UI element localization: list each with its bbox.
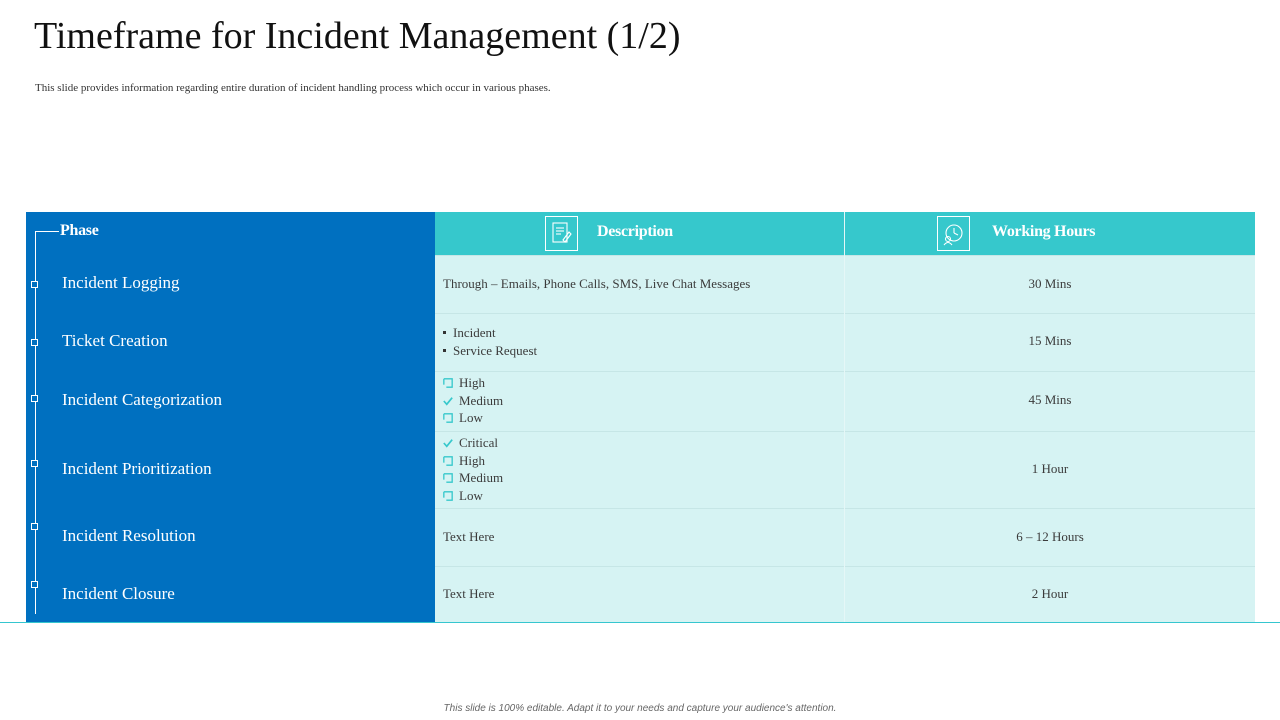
page-subtitle: This slide provides information regarding entire duration of incident handling process which occur in various phases. [35,82,551,94]
unchecked-box-icon [443,491,453,501]
phase-label-incident-logging: Incident Logging [62,273,180,292]
phase-label-incident-closure: Incident Closure [62,584,175,603]
bullet-icon [443,349,446,352]
description-cell: Text Here [443,529,495,544]
table-row [435,255,1255,313]
description-cell: Text Here [443,586,495,601]
table-row [435,508,1255,566]
clock-person-icon [937,216,970,251]
table-row [435,371,1255,431]
list-item [443,469,503,486]
list-item [443,434,498,451]
footer-divider [0,622,1280,623]
hours-header [845,212,1255,255]
footer-note: This slide is 100% editable. Adapt it to your needs and capture your audience's attention. [443,703,837,714]
timeline-node [31,460,38,467]
timeline-node [31,581,38,588]
unchecked-box-icon [443,456,453,466]
timeline-connector [35,231,59,232]
timeline-node [31,281,38,288]
hours-cell: 1 Hour [1031,461,1069,476]
bullet-icon [443,331,446,334]
checkmark-icon [443,438,453,448]
list-item [443,487,483,504]
list-item [443,342,537,359]
unchecked-box-icon [443,473,453,483]
list-item [443,409,483,426]
document-edit-icon [545,216,578,251]
table-row [435,431,1255,508]
list-item [443,452,485,469]
phase-label-incident-categorization: Incident Categorization [62,390,223,409]
unchecked-box-icon [443,413,453,423]
timeline-node [31,339,38,346]
list-item-label: Critical [459,435,498,450]
description-header [435,212,844,255]
phase-header: Phase [60,222,99,239]
phase-label-ticket-creation: Ticket Creation [62,331,168,350]
list-item [443,392,503,409]
hours-cell: 6 – 12 Hours [1016,529,1084,544]
hours-cell: 2 Hour [1031,586,1069,601]
column-separator [844,212,845,623]
list-item-label: Low [459,488,483,503]
list-item-label: High [459,375,485,390]
description-cell: Through – Emails, Phone Calls, SMS, Live Chat Messages [443,276,751,291]
list-item-label: Service Request [453,343,538,358]
timeline-line [35,231,36,614]
hours-cell: 45 Mins [1028,392,1072,407]
phase-label-incident-prioritization: Incident Prioritization [62,459,212,478]
timeline-node [31,523,38,530]
list-item [443,374,485,391]
table-row [435,566,1255,623]
list-item-label: Low [459,410,483,425]
checkmark-icon [443,396,453,406]
hours-cell: 30 Mins [1028,276,1072,291]
description-header-label: Description [597,223,673,240]
timeline-node [31,395,38,402]
table-row [435,313,1255,371]
list-item-label: Medium [459,393,504,408]
list-item-label: Incident [453,325,496,340]
hours-header-label: Working Hours [992,223,1096,240]
unchecked-box-icon [443,378,453,388]
page-title: Timeframe for Incident Management (1/2) [34,15,681,57]
list-item-label: High [459,453,485,468]
hours-cell: 15 Mins [1028,333,1072,348]
list-item [443,324,496,341]
phase-label-incident-resolution: Incident Resolution [62,526,196,545]
list-item-label: Medium [459,470,504,485]
